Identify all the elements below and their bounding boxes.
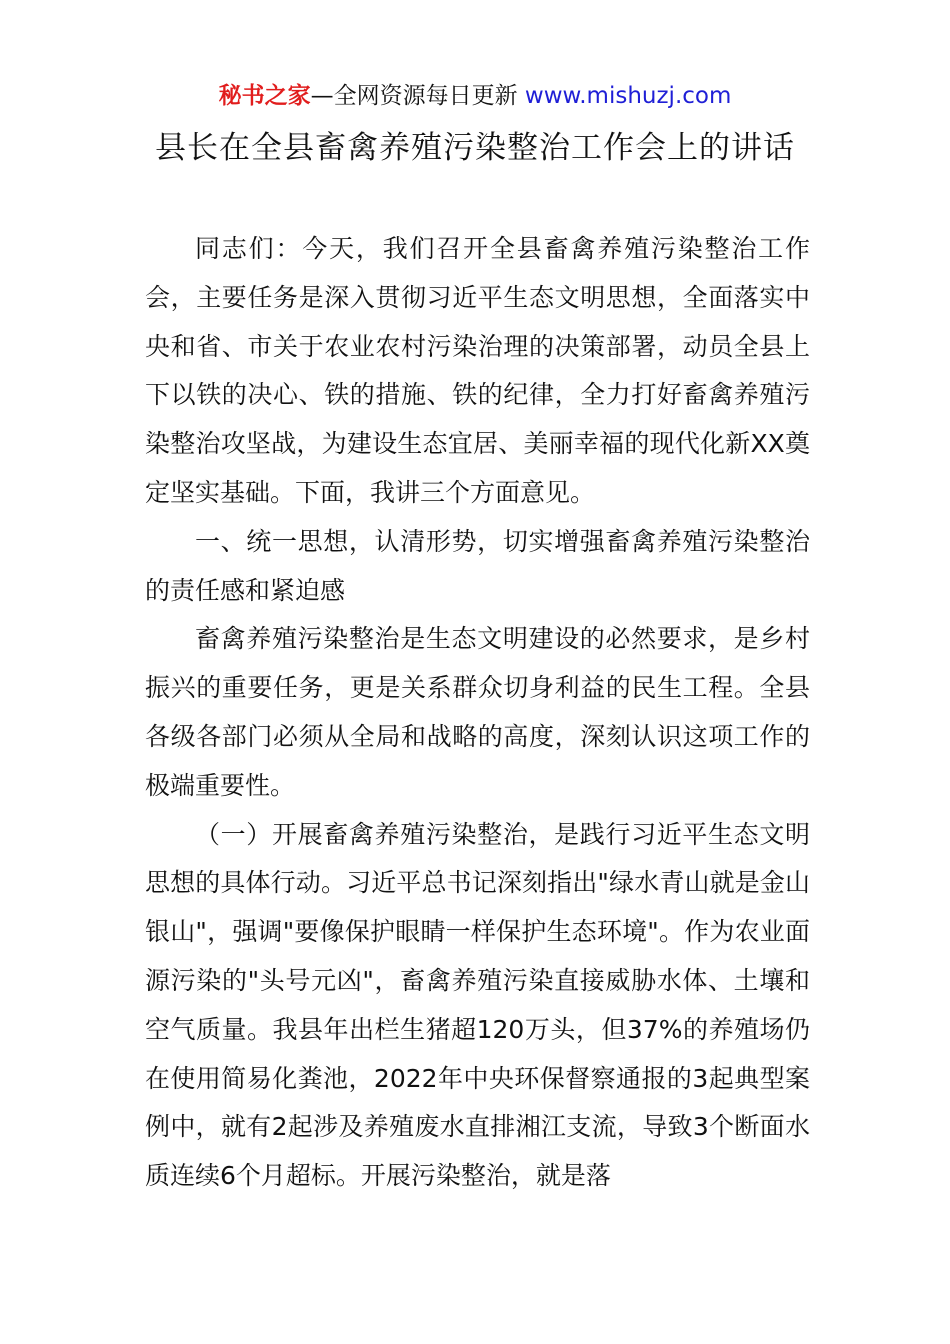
paragraph-section-intro: 畜禽养殖污染整治是生态文明建设的必然要求，是乡村振兴的重要任务，更是关系群众切身利益的民生工程。全县各级各部门必须从全局和战略的高度，深刻认识这项工作的极端重要性。 (145, 624, 810, 800)
document-body (145, 225, 810, 1201)
section-heading-1: 一、统一思想，认清形势，切实增强畜禽养殖污染整治的责任感和紧迫感 (145, 526, 810, 605)
site-header (0, 80, 950, 112)
site-url[interactable]: www.mishuzj.com (524, 83, 732, 109)
header-tagline: —全网资源每日更新 (310, 83, 525, 109)
paragraph-subsection-1: （一）开展畜禽养殖污染整治，是践行习近平生态文明思想的具体行动。习近平总书记深刻指出"绿水青山就是金山银山"，强调"要像保护眼睛一样保护生态环境"。作为农业面源污染的"头号元凶"，畜禽养殖污染直接威胁水体、土壤和空气质量。我县年出栏生猪超120万头，但37%的养殖场仍在使用简易化粪池，2022年中央环保督察通报的3起典型案例中，就有2起涉及养殖废水直排湘江支流，导致3个断面水质连续6个月超标。开展污染整治，就是落 (145, 819, 810, 1191)
document-title: 县长在全县畜禽养殖污染整治工作会上的讲话 (155, 130, 795, 166)
brand-name: 秘书之家 (218, 83, 311, 109)
paragraph-opening: 同志们：今天，我们召开全县畜禽养殖污染整治工作会，主要任务是深入贯彻习近平生态文明思想，全面落实中央和省、市关于农业农村污染治理的决策部署，动员全县上下以铁的决心、铁的措施、铁的纪律，全力打好畜禽养殖污染整治攻坚战，为建设生态宜居、美丽幸福的现代化新XX奠定坚实基础。下面，我讲三个方面意见。 (145, 234, 810, 507)
